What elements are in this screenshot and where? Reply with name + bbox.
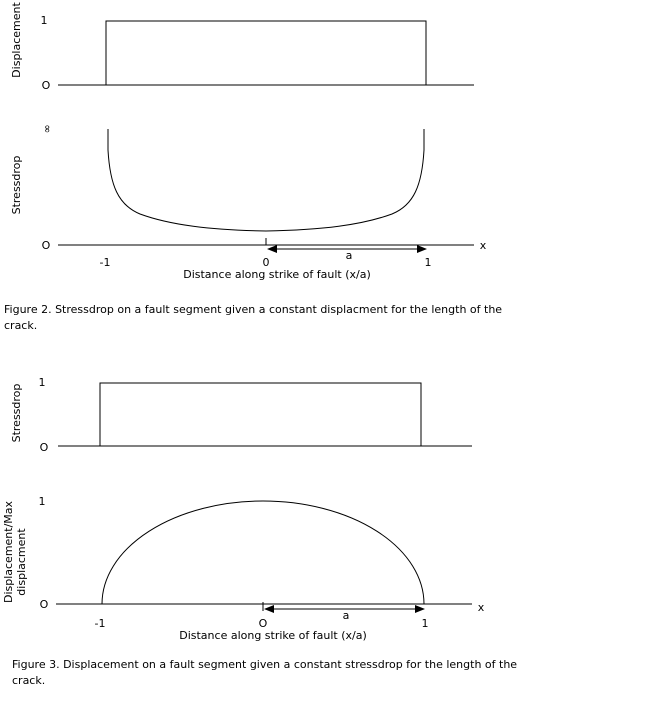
fig2-x-axis-symbol: x: [479, 239, 487, 252]
fig2-bottom-ytick-0: O: [41, 239, 51, 252]
fig2-xtick-neg1: -1: [99, 256, 111, 269]
fig3-stressdrop-box: [100, 383, 421, 446]
fig3-stressdrop-plot: [10, 376, 472, 454]
fig3-top-ylabel: Stressdrop: [10, 383, 23, 443]
fig3-xtick-1: 1: [421, 617, 429, 630]
fig3-displacement-plot: [2, 495, 485, 642]
fig3-top-ytick-1: 1: [38, 376, 46, 389]
fig3-bottom-ylabel-line1: Displacement/Max: [2, 500, 15, 604]
fig3-top-ytick-0: O: [39, 441, 49, 454]
fig2-displacement-box: [106, 21, 426, 85]
fig2-xtick-0: 0: [262, 256, 270, 269]
fig2-xtick-1: 1: [424, 256, 432, 269]
fig2-displacement-plot: [10, 2, 474, 92]
fig3-a-label: a: [342, 609, 350, 622]
fig2-stressdrop-plot: [10, 124, 487, 281]
figure2-caption: Figure 2. Stressdrop on a fault segment given a constant displacment for the length of the crack.: [4, 303, 503, 332]
fig3-x-axis-symbol: x: [477, 601, 485, 614]
fig2-top-ytick-1: 1: [40, 14, 48, 27]
fig3-xtick-neg1: -1: [94, 617, 106, 630]
figure3-caption: Figure 3. Displacement on a fault segment given a constant stressdrop for the length of the crack.: [12, 658, 518, 687]
fig2-top-ylabel: Displacement: [10, 2, 23, 78]
fig2-stressdrop-curve: [108, 129, 424, 231]
fig3-displacement-curve: [102, 501, 424, 604]
fig2-top-ytick-0: O: [41, 79, 51, 92]
fig3-xtick-0: O: [258, 617, 268, 630]
fig3-bottom-ytick-0: O: [39, 598, 49, 611]
fig3-bottom-ytick-1: 1: [38, 495, 46, 508]
fig3-xlabel: Distance along strike of fault (x/a): [179, 629, 367, 642]
fig3-bottom-ylabel-line2: displacment: [15, 528, 28, 596]
fig2-bottom-ylabel: Stressdrop: [10, 155, 23, 215]
fig2-bottom-ytick-infinity: ∞: [41, 124, 54, 134]
fig2-a-label: a: [345, 249, 353, 262]
fig2-xlabel: Distance along strike of fault (x/a): [183, 268, 371, 281]
